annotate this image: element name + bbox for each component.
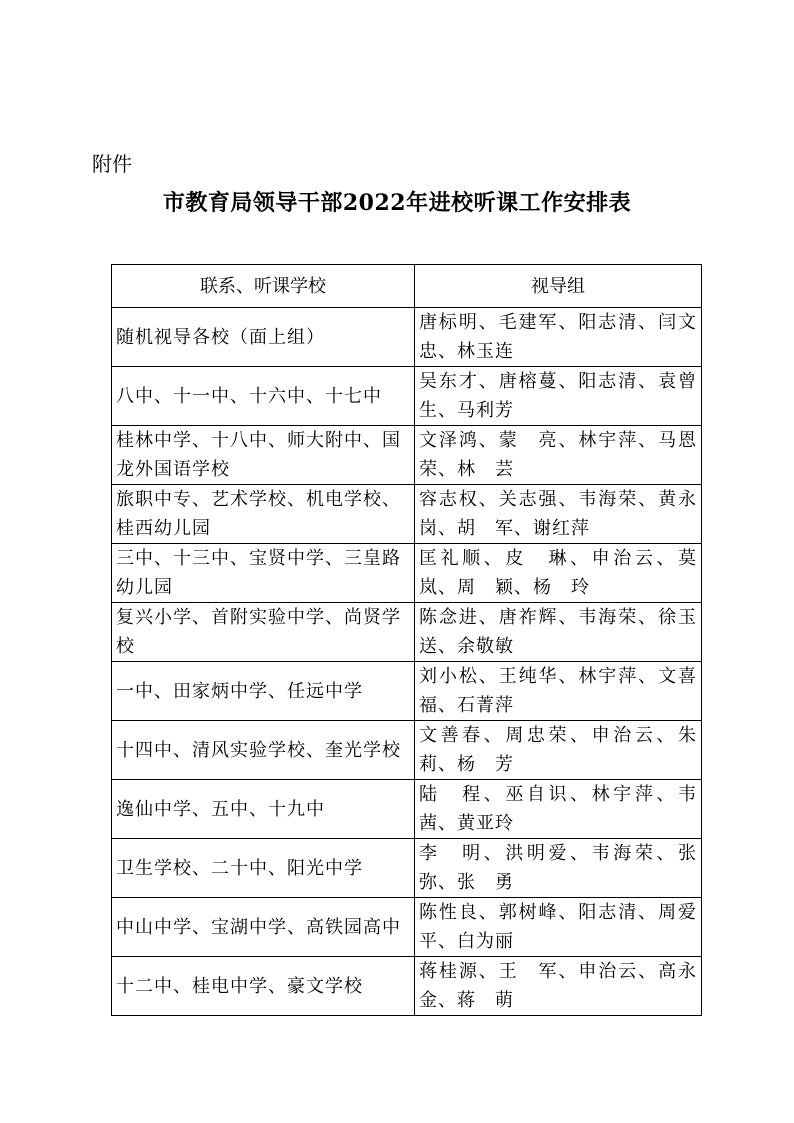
group-cell: 陈念进、唐祚辉、韦海荣、徐玉送、余敬敏: [415, 603, 702, 662]
schools-cell: 卫生学校、二十中、阳光中学: [112, 839, 415, 898]
schedule-table: [111, 264, 702, 1016]
group-cell: 陆 程、巫自识、林宇萍、韦茜、黄亚玲: [415, 780, 702, 839]
schools-cell: 一中、田家炳中学、任远中学: [112, 662, 415, 721]
schools-cell: 三中、十三中、宝贤中学、三皇路幼儿园: [112, 544, 415, 603]
table-row: [112, 662, 702, 721]
table-row: [112, 721, 702, 780]
group-cell: 陈性良、郭树峰、阳志清、周爱平、白为丽: [415, 898, 702, 957]
table-row: [112, 308, 702, 367]
group-cell: 吴东才、唐榕蔓、阳志清、袁曾生、马利芳: [415, 367, 702, 426]
schools-cell: 旅职中专、艺术学校、机电学校、桂西幼儿园: [112, 485, 415, 544]
table-row: [112, 603, 702, 662]
schools-cell: 随机视导各校（面上组）: [112, 308, 415, 367]
column-header-schools: 联系、听课学校: [112, 265, 415, 308]
group-cell: 李 明、洪明爱、韦海荣、张弥、张 勇: [415, 839, 702, 898]
schools-cell: 十二中、桂电中学、豪文学校: [112, 957, 415, 1016]
table-row: [112, 426, 702, 485]
table-row: [112, 957, 702, 1016]
group-cell: 蒋桂源、王 军、申治云、高永金、蒋 萌: [415, 957, 702, 1016]
attachment-label: 附件: [92, 152, 132, 176]
document-title: 市教育局领导干部2022年进校听课工作安排表: [162, 190, 632, 216]
group-cell: 文善春、周忠荣、申治云、朱莉、杨 芳: [415, 721, 702, 780]
group-cell: 容志权、关志强、韦海荣、黄永岗、胡 军、谢红萍: [415, 485, 702, 544]
group-cell: 文泽鸿、蒙 亮、林宇萍、马恩荣、林 芸: [415, 426, 702, 485]
group-cell: 唐标明、毛建军、阳志清、闫文忠、林玉连: [415, 308, 702, 367]
group-cell: 刘小松、王纯华、林宇萍、文喜福、石菁萍: [415, 662, 702, 721]
schools-cell: 逸仙中学、五中、十九中: [112, 780, 415, 839]
schools-cell: 复兴小学、首附实验中学、尚贤学校: [112, 603, 415, 662]
table-row: [112, 898, 702, 957]
table-row: [112, 367, 702, 426]
schools-cell: 中山中学、宝湖中学、高铁园高中: [112, 898, 415, 957]
schools-cell: 十四中、清风实验学校、奎光学校: [112, 721, 415, 780]
schools-cell: 桂林中学、十八中、师大附中、国龙外国语学校: [112, 426, 415, 485]
table-row: [112, 839, 702, 898]
table-row: [112, 780, 702, 839]
schools-cell: 八中、十一中、十六中、十七中: [112, 367, 415, 426]
table-header-row: [112, 265, 702, 308]
group-cell: 匡礼顺、皮 琳、申治云、莫岚、周 颖、杨 玲: [415, 544, 702, 603]
table-row: [112, 544, 702, 603]
column-header-group: 视导组: [415, 265, 702, 308]
table-row: [112, 485, 702, 544]
